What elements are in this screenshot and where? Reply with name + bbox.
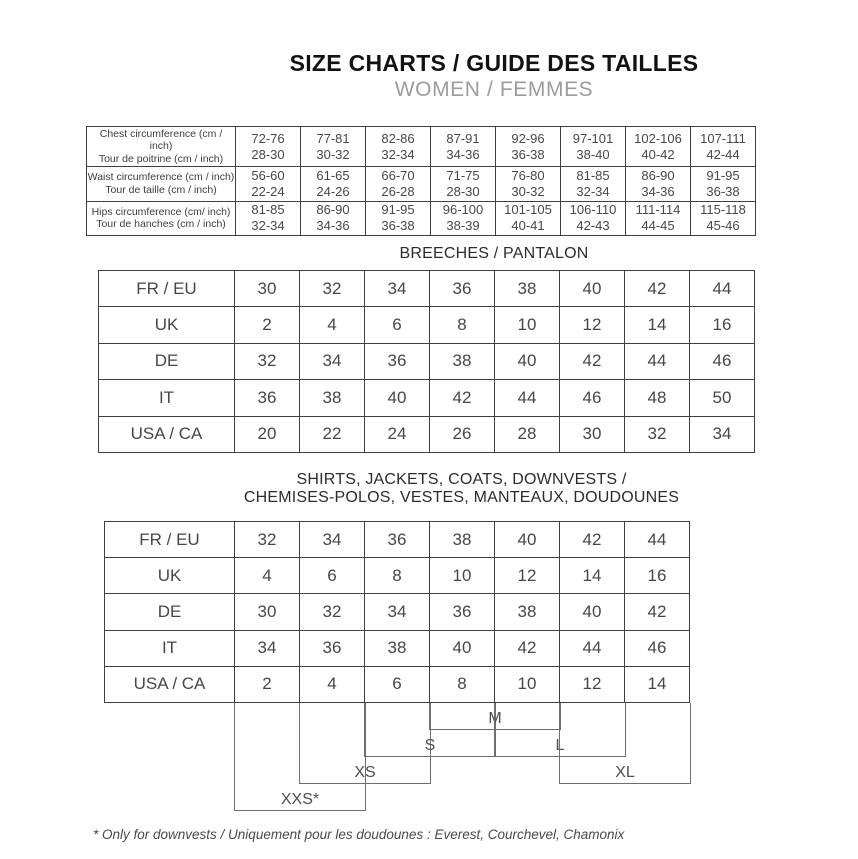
size-cell: 40 bbox=[560, 271, 625, 307]
size-cell: 32 bbox=[235, 343, 300, 379]
body-measurements-table bbox=[86, 126, 756, 236]
size-cell: 32 bbox=[300, 271, 365, 307]
size-cell: 38 bbox=[300, 380, 365, 416]
cm-range: 92-96 bbox=[511, 130, 545, 146]
size-cell: 46 bbox=[625, 630, 690, 666]
size-row bbox=[105, 666, 690, 702]
cm-range: 107-111 bbox=[700, 130, 746, 146]
region-label: FR / EU bbox=[105, 522, 235, 558]
shirts-section-title-line2: CHEMISES-POLOS, VESTES, MANTEAUX, DOUDOUNES bbox=[243, 489, 680, 506]
size-cell: 40 bbox=[365, 380, 430, 416]
cm-range: 86-90 bbox=[316, 202, 350, 218]
inch-range: 30-32 bbox=[316, 146, 350, 162]
size-cell: 34 bbox=[365, 271, 430, 307]
measurement-cell bbox=[236, 127, 301, 167]
cm-range: 81-85 bbox=[576, 167, 610, 183]
size-cell: 14 bbox=[625, 666, 690, 702]
size-cell: 46 bbox=[560, 380, 625, 416]
inch-range: 32-34 bbox=[251, 218, 285, 234]
measurement-row-label bbox=[87, 201, 236, 235]
size-cell: 30 bbox=[235, 271, 300, 307]
cm-range: 97-101 bbox=[572, 130, 614, 146]
inch-range: 38-40 bbox=[576, 146, 610, 162]
size-cell: 48 bbox=[625, 380, 690, 416]
footnote: * Only for downvests / Uniquement pour les doudounes : Everest, Courchevel, Chamonix bbox=[93, 827, 625, 842]
size-cell: 36 bbox=[430, 594, 495, 630]
measurement-cell bbox=[561, 201, 626, 235]
size-cell: 40 bbox=[495, 522, 560, 558]
cm-range: 102-106 bbox=[634, 130, 682, 146]
measurement-cell bbox=[236, 201, 301, 235]
inch-range: 45-46 bbox=[706, 218, 740, 234]
size-cell: 8 bbox=[365, 558, 430, 594]
measurement-cell bbox=[236, 167, 301, 201]
cm-range: 76-80 bbox=[511, 167, 545, 183]
inch-range: 28-30 bbox=[251, 146, 285, 162]
measurement-row bbox=[87, 167, 756, 201]
size-cell: 20 bbox=[235, 416, 300, 452]
measurement-cell bbox=[431, 167, 496, 201]
size-cell: 34 bbox=[300, 522, 365, 558]
size-cell: 14 bbox=[625, 307, 690, 343]
inch-range: 38-39 bbox=[446, 218, 480, 234]
measurement-cell bbox=[496, 167, 561, 201]
size-cell: 34 bbox=[300, 343, 365, 379]
cm-range: 82-86 bbox=[381, 130, 415, 146]
region-label: USA / CA bbox=[105, 666, 235, 702]
size-cell: 6 bbox=[365, 307, 430, 343]
size-cell: 12 bbox=[560, 307, 625, 343]
region-label: IT bbox=[105, 630, 235, 666]
size-cell: 38 bbox=[495, 594, 560, 630]
bracket-label: XS bbox=[354, 764, 376, 781]
size-bracket-xs bbox=[299, 703, 431, 784]
inch-range: 40-41 bbox=[511, 218, 545, 234]
size-cell: 30 bbox=[235, 594, 300, 630]
measurement-cell bbox=[301, 201, 366, 235]
size-cell: 24 bbox=[365, 416, 430, 452]
bracket-label: S bbox=[424, 737, 436, 754]
page-title: SIZE CHARTS / GUIDE DES TAILLES bbox=[289, 50, 699, 76]
size-cell: 14 bbox=[560, 558, 625, 594]
measurement-cell bbox=[561, 167, 626, 201]
shirts-size-table bbox=[104, 521, 690, 703]
inch-range: 22-24 bbox=[251, 183, 285, 199]
size-cell: 10 bbox=[495, 307, 560, 343]
page-header bbox=[234, 50, 754, 102]
size-cell: 8 bbox=[430, 307, 495, 343]
bracket-label: XL bbox=[615, 764, 635, 781]
inch-range: 34-36 bbox=[446, 146, 480, 162]
measurement-cell bbox=[561, 127, 626, 167]
size-cell: 12 bbox=[560, 666, 625, 702]
breeches-section-title: BREECHES / PANTALON bbox=[399, 245, 589, 262]
region-label: USA / CA bbox=[99, 416, 235, 452]
size-cell: 8 bbox=[430, 666, 495, 702]
measurement-cell bbox=[366, 167, 431, 201]
measurement-cell bbox=[431, 127, 496, 167]
size-cell: 40 bbox=[495, 343, 560, 379]
size-cell: 36 bbox=[365, 522, 430, 558]
size-bracket-xl bbox=[559, 703, 691, 784]
size-cell: 10 bbox=[495, 666, 560, 702]
measurement-label-en: Hips circumference (cm/ inch) bbox=[91, 205, 231, 218]
cm-range: 72-76 bbox=[251, 130, 285, 146]
size-cell: 42 bbox=[495, 630, 560, 666]
bracket-label: XXS* bbox=[280, 791, 320, 808]
size-cell: 44 bbox=[495, 380, 560, 416]
measurement-cell bbox=[366, 127, 431, 167]
size-cell: 2 bbox=[235, 666, 300, 702]
size-row bbox=[105, 594, 690, 630]
size-cell: 40 bbox=[560, 594, 625, 630]
bracket-label: L bbox=[555, 737, 565, 754]
cm-range: 91-95 bbox=[706, 167, 740, 183]
region-label: DE bbox=[105, 594, 235, 630]
size-cell: 38 bbox=[430, 343, 495, 379]
region-label: UK bbox=[99, 307, 235, 343]
inch-range: 34-36 bbox=[316, 218, 350, 234]
inch-range: 42-44 bbox=[706, 146, 740, 162]
size-row bbox=[99, 343, 755, 379]
size-cell: 42 bbox=[560, 522, 625, 558]
cm-range: 71-75 bbox=[446, 167, 480, 183]
inch-range: 34-36 bbox=[641, 183, 675, 199]
measurement-cell bbox=[691, 167, 756, 201]
measurement-cell bbox=[496, 127, 561, 167]
cm-range: 111-114 bbox=[635, 202, 681, 218]
size-cell: 40 bbox=[430, 630, 495, 666]
cm-range: 66-70 bbox=[381, 167, 415, 183]
size-cell: 44 bbox=[625, 343, 690, 379]
inch-range: 36-38 bbox=[381, 218, 415, 234]
inch-range: 30-32 bbox=[511, 183, 545, 199]
measurement-label-fr: Tour de poitrine (cm / inch) bbox=[98, 152, 224, 165]
size-cell: 32 bbox=[300, 594, 365, 630]
shirts-section-title bbox=[234, 471, 689, 507]
measurement-cell bbox=[366, 201, 431, 235]
measurement-label-fr: Tour de hanches (cm / inch) bbox=[96, 218, 226, 231]
size-cell: 26 bbox=[430, 416, 495, 452]
bracket-label: M bbox=[488, 710, 502, 727]
size-cell: 46 bbox=[690, 343, 755, 379]
size-cell: 12 bbox=[495, 558, 560, 594]
cm-range: 86-90 bbox=[641, 167, 675, 183]
inch-range: 42-43 bbox=[576, 218, 610, 234]
size-cell: 36 bbox=[365, 343, 430, 379]
breeches-size-table bbox=[98, 270, 755, 453]
inch-range: 28-30 bbox=[446, 183, 480, 199]
size-bracket-s bbox=[364, 703, 496, 757]
size-bracket-m bbox=[429, 703, 561, 730]
cm-range: 61-65 bbox=[316, 167, 350, 183]
size-cell: 36 bbox=[430, 271, 495, 307]
size-row bbox=[99, 380, 755, 416]
measurement-cell bbox=[301, 127, 366, 167]
cm-range: 81-85 bbox=[251, 202, 285, 218]
size-cell: 38 bbox=[365, 630, 430, 666]
cm-range: 106-110 bbox=[569, 202, 617, 218]
size-cell: 4 bbox=[235, 558, 300, 594]
region-label: UK bbox=[105, 558, 235, 594]
size-cell: 44 bbox=[690, 271, 755, 307]
size-bracket-xxs bbox=[234, 703, 366, 811]
size-cell: 44 bbox=[560, 630, 625, 666]
inch-range: 32-34 bbox=[381, 146, 415, 162]
size-cell: 50 bbox=[690, 380, 755, 416]
size-bracket-l bbox=[494, 703, 626, 757]
measurement-cell bbox=[496, 201, 561, 235]
cm-range: 96-100 bbox=[442, 202, 484, 218]
cm-range: 77-81 bbox=[316, 130, 350, 146]
size-cell: 34 bbox=[690, 416, 755, 452]
cm-range: 91-95 bbox=[381, 202, 415, 218]
page-subtitle: WOMEN / FEMMES bbox=[394, 78, 594, 101]
size-cell: 2 bbox=[235, 307, 300, 343]
size-row bbox=[99, 416, 755, 452]
size-row bbox=[105, 630, 690, 666]
inch-range: 26-28 bbox=[381, 183, 415, 199]
measurement-cell bbox=[301, 167, 366, 201]
region-label: DE bbox=[99, 343, 235, 379]
size-cell: 16 bbox=[690, 307, 755, 343]
size-row bbox=[105, 558, 690, 594]
inch-range: 40-42 bbox=[641, 146, 675, 162]
size-row bbox=[105, 522, 690, 558]
measurement-label-en: Waist circumference (cm / inch) bbox=[87, 171, 235, 184]
inch-range: 44-45 bbox=[641, 218, 675, 234]
size-cell: 34 bbox=[235, 630, 300, 666]
region-label: FR / EU bbox=[99, 271, 235, 307]
measurement-row-label bbox=[87, 127, 236, 167]
inch-range: 36-38 bbox=[511, 146, 545, 162]
size-cell: 38 bbox=[430, 522, 495, 558]
size-cell: 36 bbox=[300, 630, 365, 666]
size-cell: 36 bbox=[235, 380, 300, 416]
size-cell: 42 bbox=[560, 343, 625, 379]
measurement-row-label bbox=[87, 167, 236, 201]
size-cell: 42 bbox=[625, 594, 690, 630]
measurement-cell bbox=[626, 167, 691, 201]
measurement-cell bbox=[626, 127, 691, 167]
size-cell: 22 bbox=[300, 416, 365, 452]
size-cell: 6 bbox=[365, 666, 430, 702]
size-cell: 32 bbox=[625, 416, 690, 452]
measurement-cell bbox=[626, 201, 691, 235]
size-cell: 38 bbox=[495, 271, 560, 307]
measurement-label-en: Chest circumference (cm / inch) bbox=[99, 127, 223, 153]
inch-range: 24-26 bbox=[316, 183, 350, 199]
size-cell: 30 bbox=[560, 416, 625, 452]
cm-range: 56-60 bbox=[251, 167, 285, 183]
size-row bbox=[99, 307, 755, 343]
inch-range: 32-34 bbox=[576, 183, 610, 199]
size-cell: 10 bbox=[430, 558, 495, 594]
cm-range: 87-91 bbox=[446, 130, 480, 146]
inch-range: 36-38 bbox=[706, 183, 740, 199]
measurement-cell bbox=[431, 201, 496, 235]
measurement-cell bbox=[691, 201, 756, 235]
size-cell: 42 bbox=[430, 380, 495, 416]
size-cell: 34 bbox=[365, 594, 430, 630]
shirts-section-title-line1: SHIRTS, JACKETS, COATS, DOWNVESTS / bbox=[296, 471, 627, 488]
size-cell: 28 bbox=[495, 416, 560, 452]
measurement-label-fr: Tour de taille (cm / inch) bbox=[105, 183, 217, 196]
size-cell: 4 bbox=[300, 666, 365, 702]
measurement-row bbox=[87, 201, 756, 235]
size-cell: 16 bbox=[625, 558, 690, 594]
size-cell: 42 bbox=[625, 271, 690, 307]
measurement-row bbox=[87, 127, 756, 167]
size-cell: 4 bbox=[300, 307, 365, 343]
size-cell: 44 bbox=[625, 522, 690, 558]
size-cell: 32 bbox=[235, 522, 300, 558]
cm-range: 101-105 bbox=[504, 202, 552, 218]
size-cell: 6 bbox=[300, 558, 365, 594]
measurement-cell bbox=[691, 127, 756, 167]
cm-range: 115-118 bbox=[700, 202, 746, 218]
region-label: IT bbox=[99, 380, 235, 416]
size-row bbox=[99, 271, 755, 307]
